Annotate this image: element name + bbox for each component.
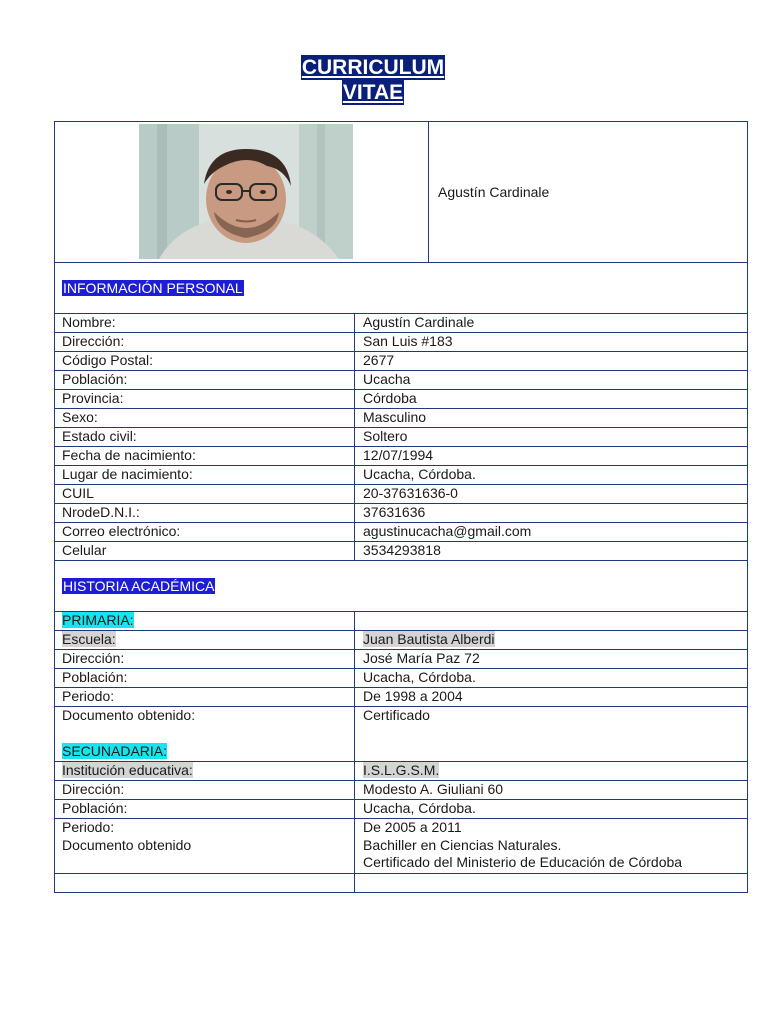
personal-info-row <box>55 485 747 504</box>
secundaria-row-label: Periodo: <box>55 819 355 837</box>
personal-info-row-label: Dirección: <box>55 333 355 351</box>
academic-history-heading <box>55 560 747 612</box>
primaria-row-label: Dirección: <box>55 650 355 668</box>
secundaria-document-row <box>55 837 747 874</box>
title-line-2: VITAE <box>342 81 404 104</box>
primaria-row-value: Certificado <box>363 707 430 723</box>
secundaria-document-line-1: Bachiller en Ciencias Naturales. <box>363 837 562 853</box>
personal-info-row-label: Fecha de nacimiento: <box>55 447 355 465</box>
profile-photo <box>139 124 353 259</box>
academic-history-heading-label: HISTORIA ACADÉMICA <box>63 578 215 594</box>
primaria-row <box>55 631 747 650</box>
personal-info-row-value: Soltero <box>363 428 408 444</box>
personal-info-row-value: 37631636 <box>363 504 426 520</box>
header-row <box>55 122 747 263</box>
personal-info-row-value: 12/07/1994 <box>363 447 434 463</box>
title-line-1: CURRICULUM <box>301 56 445 79</box>
personal-info-row <box>55 504 747 523</box>
header-name: Agustín Cardinale <box>438 184 550 200</box>
secundaria-row-label: Dirección: <box>55 781 355 799</box>
personal-info-row-label: Provincia: <box>55 390 355 408</box>
personal-info-row <box>55 542 747 560</box>
secundaria-row-value: Ucacha, Córdoba. <box>363 800 476 816</box>
primaria-row-value-text: Juan Bautista Alberdi <box>363 631 495 647</box>
personal-info-row <box>55 314 747 333</box>
personal-info-row-label: Celular <box>55 542 355 560</box>
secundaria-row-value: De 2005 a 2011 <box>363 819 462 835</box>
personal-info-row-value: 20-37631636-0 <box>363 485 458 501</box>
personal-info-row-value: Masculino <box>363 409 427 425</box>
primaria-heading-row <box>55 612 747 631</box>
secundaria-row-value <box>355 762 747 780</box>
primaria-row-value: José María Paz 72 <box>363 650 480 666</box>
secundaria-document-line-2: Certificado del Ministerio de Educación de Córdoba <box>363 854 683 870</box>
secundaria-row <box>55 762 747 781</box>
primaria-row-label: Periodo: <box>55 688 355 706</box>
secundaria-row-label <box>55 762 355 780</box>
personal-info-row-label: Población: <box>55 371 355 389</box>
personal-info-row-label: Nombre: <box>55 314 355 332</box>
primaria-table <box>55 612 747 743</box>
primaria-heading: PRIMARIA: <box>62 612 134 628</box>
primaria-row <box>55 688 747 707</box>
primaria-row-label: Población: <box>55 669 355 687</box>
primaria-row-label-text: Escuela: <box>62 631 116 647</box>
secundaria-row-value: Modesto A. Giuliani 60 <box>363 781 504 797</box>
personal-info-row-label: Sexo: <box>55 409 355 427</box>
personal-info-table <box>55 314 747 560</box>
photo-cell <box>55 122 429 262</box>
personal-info-row-value: Ucacha <box>363 371 411 387</box>
primaria-row-value: Ucacha, Córdoba. <box>363 669 476 685</box>
personal-info-heading <box>55 263 747 314</box>
personal-info-row-value: San Luis #183 <box>363 333 453 349</box>
personal-info-row-label: NrodeD.N.I.: <box>55 504 355 522</box>
personal-info-row-label: Estado civil: <box>55 428 355 446</box>
spacer-row-final <box>55 874 747 892</box>
personal-info-row <box>55 428 747 447</box>
primaria-row-label: Documento obtenido: <box>55 707 355 725</box>
primaria-row <box>55 669 747 688</box>
personal-info-heading-label: INFORMACIÓN PERSONAL <box>63 280 243 296</box>
primaria-row <box>55 707 747 725</box>
secundaria-row-value-text: I.S.L.G.S.M. <box>363 762 440 778</box>
secundaria-row <box>55 781 747 800</box>
personal-info-row-label: Correo electrónico: <box>55 523 355 541</box>
profile-photo-illustration <box>139 124 353 259</box>
personal-info-row <box>55 333 747 352</box>
secundaria-heading: SECUNADARIA: <box>62 743 168 759</box>
secundaria-row-label-text: Institución educativa: <box>62 762 193 778</box>
personal-info-row <box>55 466 747 485</box>
personal-info-row-value: 2677 <box>363 352 395 368</box>
primaria-row-value: De 1998 a 2004 <box>363 688 463 704</box>
personal-info-row-label: CUIL <box>55 485 355 503</box>
cv-table <box>54 121 748 893</box>
personal-info-row-label: Lugar de nacimiento: <box>55 466 355 484</box>
personal-info-row-value: Córdoba <box>363 390 417 406</box>
personal-info-row <box>55 447 747 466</box>
secundaria-row-label: Población: <box>55 800 355 818</box>
secundaria-row <box>55 800 747 819</box>
primaria-row-value <box>355 631 747 649</box>
personal-info-row-value: 3534293818 <box>363 542 441 558</box>
secundaria-heading-row <box>55 743 747 762</box>
personal-info-row-value: agustinucacha@gmail.com <box>363 523 532 539</box>
personal-info-row <box>55 390 747 409</box>
secundaria-document-value <box>355 837 747 873</box>
personal-info-row-label: Código Postal: <box>55 352 355 370</box>
personal-info-row <box>55 352 747 371</box>
primaria-row <box>55 650 747 669</box>
personal-info-row-value: Ucacha, Córdoba. <box>363 466 476 482</box>
personal-info-row <box>55 371 747 390</box>
personal-info-row <box>55 409 747 428</box>
personal-info-row <box>55 523 747 542</box>
personal-info-row-value: Agustín Cardinale <box>363 314 475 330</box>
spacer-row <box>55 725 747 743</box>
document-title <box>0 55 746 105</box>
secundaria-document-label: Documento obtenido <box>55 837 355 873</box>
secundaria-row <box>55 819 747 837</box>
secundaria-table <box>55 743 747 892</box>
primaria-row-label <box>55 631 355 649</box>
